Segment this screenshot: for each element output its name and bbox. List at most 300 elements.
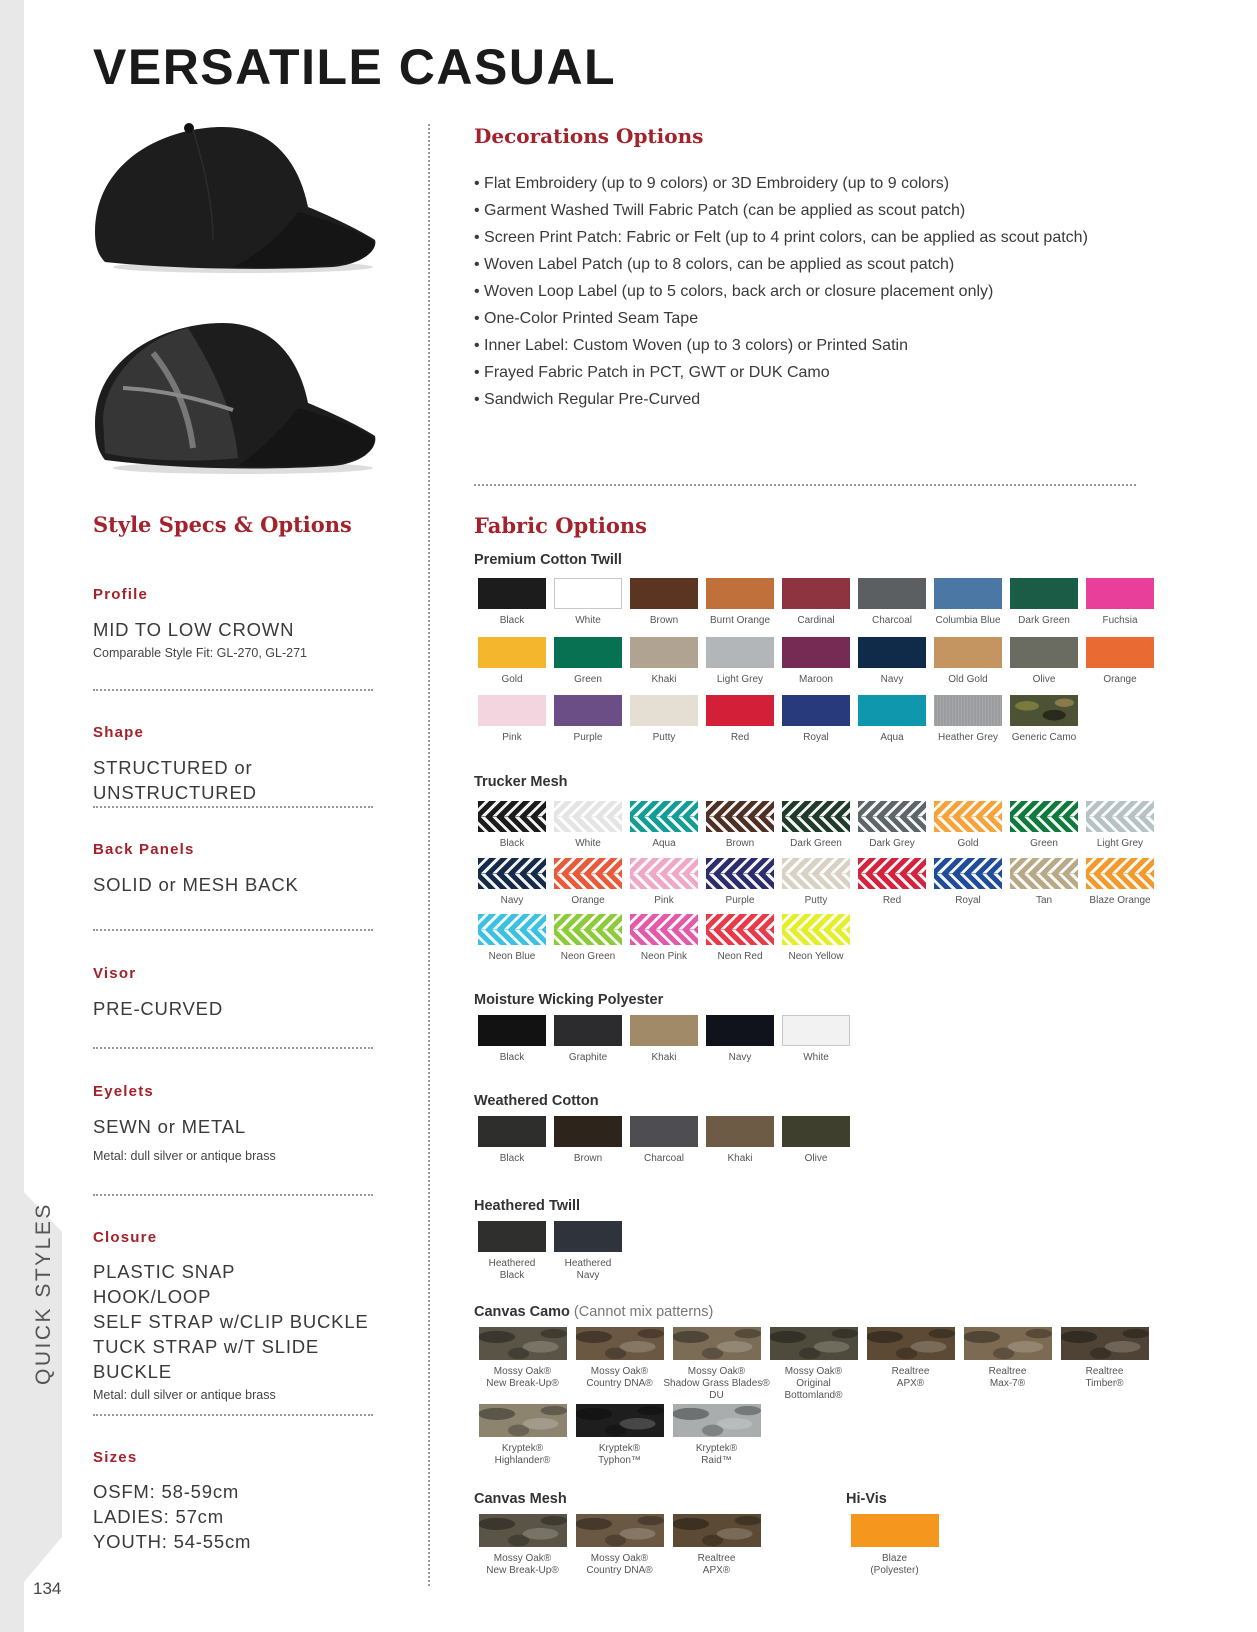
swatch-label (935, 615, 1000, 627)
swatch-label (989, 1366, 1027, 1390)
swatch-maroon (778, 637, 854, 686)
swatch-khaki (702, 1116, 778, 1165)
swatch-label-line: Fuchsia (1102, 615, 1138, 626)
swatch-label (880, 732, 903, 744)
swatch-label (717, 674, 763, 686)
list-item: • Woven Loop Label (up to 5 colors, back arch or closure placement only) (474, 278, 1088, 305)
spec-value: MID TO LOW CROWN (93, 619, 295, 640)
swatch-label (1097, 838, 1143, 850)
swatch-label-line: Pink (502, 732, 522, 743)
swatch-label-line: Light Grey (716, 674, 764, 685)
page-title: VERSATILE CASUAL (93, 39, 617, 95)
swatch-black (474, 801, 550, 850)
spec-label: Shape (93, 724, 145, 741)
spec-eyelets (93, 1083, 373, 1163)
spec-label: Profile (93, 586, 149, 603)
swatch-label (500, 1052, 524, 1064)
spec-note: Comparable Style Fit: GL-270, GL-271 (93, 646, 307, 660)
swatch-chip (706, 1116, 774, 1147)
swatch-label-line: Kryptek® (695, 1443, 738, 1454)
swatch-label (799, 674, 833, 686)
swatch-row (474, 637, 1158, 686)
swatch-chip (554, 801, 622, 832)
swatch-label (654, 895, 673, 907)
swatch-label-line: Khaki (651, 674, 677, 685)
swatch-label (653, 732, 676, 744)
divider (474, 484, 1136, 486)
divider (93, 1047, 373, 1049)
swatch-label-line: Charcoal (643, 1153, 685, 1164)
spec-label: Closure (93, 1229, 158, 1246)
spec-label: Visor (93, 965, 137, 982)
swatch-label (502, 732, 521, 744)
closure-option: HOOK/LOOP (93, 1286, 212, 1307)
fabric-heading: Fabric Options (474, 513, 647, 538)
swatch-purple (550, 695, 626, 744)
swatch-label-line: Putty (652, 732, 676, 743)
swatch-label-line: Mossy Oak® (493, 1366, 552, 1377)
swatch-label (803, 732, 829, 744)
swatch-chip (554, 1221, 622, 1252)
swatch-label (501, 674, 522, 686)
swatch-label (644, 1153, 684, 1165)
swatch-label-line: Dark Green (1018, 615, 1070, 626)
swatch-chip (858, 695, 926, 726)
swatch-chip (770, 1327, 858, 1360)
swatch-label-line: Blaze (881, 1553, 907, 1564)
swatch-chip (1010, 801, 1078, 832)
swatch-label (586, 1366, 652, 1390)
swatch-label-line: Realtree (891, 1366, 930, 1377)
swatch-label-line: Khaki (727, 1153, 753, 1164)
swatch-chip (554, 695, 622, 726)
swatch-label-line: Highlander® (494, 1455, 551, 1466)
swatch-label-line: Neon Yellow (788, 951, 844, 962)
column-divider (428, 124, 430, 1586)
spec-sizes (93, 1449, 373, 1554)
swatch-mossy-oak-new-break-up (474, 1327, 571, 1402)
swatch-chip (673, 1404, 761, 1437)
swatch-label-line: Red (882, 895, 902, 906)
swatch-label-line: Mossy Oak® (687, 1366, 746, 1377)
swatch-label-line: Mossy Oak® (784, 1366, 843, 1377)
swatch-label-line: Realtree (697, 1553, 736, 1564)
swatch-label (561, 951, 615, 963)
spec-values (93, 1259, 373, 1384)
swatch-label-line: New Break-Up® (486, 1378, 559, 1389)
swatch-light-grey (1082, 801, 1158, 850)
swatch-graphite (550, 1015, 626, 1064)
swatch-red (854, 858, 930, 907)
swatch-chip (706, 858, 774, 889)
swatch-chip (1010, 578, 1078, 609)
swatch-label (717, 951, 762, 963)
swatch-label (785, 1366, 843, 1402)
swatch-chip (706, 695, 774, 726)
swatch-label-line: Royal (955, 895, 981, 906)
swatch-label-line: Heathered (564, 1258, 612, 1269)
swatch-chip (630, 1116, 698, 1147)
decorations-heading: Decorations Options (474, 124, 704, 148)
swatch-label (1085, 1366, 1123, 1390)
swatch-chip (1086, 801, 1154, 832)
swatch-mossy-oak-new-break-up (474, 1514, 571, 1577)
swatch-row (474, 914, 854, 963)
swatch-chip (630, 695, 698, 726)
swatch-label-line: Shadow Grass Blades® (663, 1378, 770, 1389)
swatch-chip (934, 801, 1002, 832)
swatch-label-line: Charcoal (871, 615, 913, 626)
swatch-label (486, 1366, 558, 1390)
swatch-label-line: (Polyester) (870, 1565, 919, 1576)
swatch-label-line: White (803, 1052, 829, 1063)
swatch-heathered-navy (550, 1221, 626, 1282)
swatch-chip (576, 1514, 664, 1547)
list-item: • Flat Embroidery (up to 9 colors) or 3D Embroidery (up to 9 colors) (474, 170, 1088, 197)
swatch-label-line: New Break-Up® (486, 1565, 559, 1576)
swatch-label-line: Max-7® (989, 1378, 1026, 1389)
swatch-label-line: Kryptek® (598, 1443, 641, 1454)
swatch-row (474, 858, 1158, 907)
spec-label: Back Panels (93, 841, 195, 858)
swatch-label-line: Navy (576, 1270, 600, 1281)
swatch-label-line: Pink (654, 895, 674, 906)
swatch-chip (1086, 637, 1154, 668)
swatch-chip (478, 801, 546, 832)
canvas-camo-note: (Cannot mix patterns) (573, 1304, 714, 1320)
swatch-label-line: Columbia Blue (935, 615, 1001, 626)
swatch-label (500, 838, 524, 850)
swatch-chip (782, 801, 850, 832)
swatch-chip (479, 1514, 567, 1547)
spec-back-panels (93, 841, 373, 897)
swatch-label (696, 1443, 737, 1467)
swatch-old-gold (930, 637, 1006, 686)
spec-visor (93, 965, 373, 1021)
swatch-charcoal (626, 1116, 702, 1165)
swatch-label (957, 838, 978, 850)
swatch-neon-pink (626, 914, 702, 963)
swatch-label-line: Raid™ (701, 1455, 732, 1466)
swatch-label (598, 1443, 641, 1467)
swatch-label (955, 895, 981, 907)
swatch-label (575, 838, 601, 850)
swatch-label-line: Aqua (880, 732, 904, 743)
swatch-label-line: DU (709, 1390, 724, 1401)
swatch-label-line: Light Grey (1096, 838, 1144, 849)
spec-closure (93, 1229, 373, 1402)
swatch-aqua (854, 695, 930, 744)
swatch-label-line: Khaki (651, 1052, 677, 1063)
swatch-row (474, 1327, 1153, 1402)
swatch-label-line: White (575, 838, 601, 849)
closure-option: TUCK STRAP w/T SLIDE BUCKLE (93, 1336, 320, 1382)
list-item: • Garment Washed Twill Fabric Patch (can be applied as scout patch) (474, 197, 1088, 224)
spec-value: SOLID or MESH BACK (93, 874, 299, 895)
swatch-chip (554, 1015, 622, 1046)
swatch-label (575, 615, 601, 627)
swatch-dark-green (778, 801, 854, 850)
swatch-label (727, 1153, 752, 1165)
swatch-gold (474, 637, 550, 686)
swatch-blaze-polyester (846, 1514, 943, 1577)
swatch-chip (630, 858, 698, 889)
swatch-realtree-timber (1056, 1327, 1153, 1402)
swatch-label (489, 1258, 536, 1282)
swatch-chip (782, 578, 850, 609)
swatch-label (726, 838, 754, 850)
swatch-mossy-oak-country-dna (571, 1327, 668, 1402)
swatch-chip (934, 858, 1002, 889)
swatch-white (550, 578, 626, 627)
swatch-row (474, 801, 1158, 850)
swatch-label (872, 615, 912, 627)
swatch-label (1103, 674, 1136, 686)
swatch-label-line: Navy (500, 895, 524, 906)
swatch-label-line: Brown (649, 615, 679, 626)
swatch-chip (1086, 858, 1154, 889)
swatch-label-line: Original (796, 1378, 831, 1389)
swatch-label (1012, 732, 1076, 744)
swatch-realtree-apx (862, 1327, 959, 1402)
swatch-realtree-max-7 (959, 1327, 1056, 1402)
swatch-label (892, 1366, 930, 1390)
swatch-label (489, 951, 536, 963)
swatch-label (698, 1553, 736, 1577)
swatch-chip (478, 858, 546, 889)
swatch-realtree-apx (668, 1514, 765, 1577)
swatch-label-line: Black (499, 1270, 525, 1281)
swatch-label-line: Black (499, 1153, 525, 1164)
page-number: 134 (33, 1579, 62, 1598)
swatch-chip (576, 1327, 664, 1360)
polyester-heading: Moisture Wicking Polyester (474, 992, 664, 1008)
closure-option: PLASTIC SNAP (93, 1261, 236, 1282)
swatch-label (651, 1052, 676, 1064)
swatch-putty (778, 858, 854, 907)
swatch-dark-grey (854, 801, 930, 850)
swatch-red (702, 695, 778, 744)
swatch-chip (1086, 578, 1154, 609)
swatch-chip (554, 578, 622, 609)
divider (93, 806, 373, 808)
swatch-label-line: Black (499, 838, 525, 849)
swatch-khaki (626, 637, 702, 686)
spec-label: Eyelets (93, 1083, 154, 1100)
style-specs-heading: Style Specs & Options (93, 512, 352, 537)
swatch-label-line: Tan (1035, 895, 1053, 906)
swatch-label-line: Realtree (1085, 1366, 1124, 1377)
swatch-label-line: Putty (804, 895, 828, 906)
swatch-label (805, 895, 828, 907)
spec-value: STRUCTURED or UNSTRUCTURED (93, 757, 257, 803)
swatch-chip (478, 1221, 546, 1252)
size-option: YOUTH: 54-55cm (93, 1531, 252, 1552)
swatch-row (474, 578, 1158, 627)
swatch-label (569, 1052, 607, 1064)
swatch-chip (782, 914, 850, 945)
swatch-royal (778, 695, 854, 744)
divider (93, 929, 373, 931)
swatch-label-line: Aqua (652, 838, 676, 849)
swatch-black (474, 1116, 550, 1165)
swatch-pink (626, 858, 702, 907)
decorations-list (474, 170, 1088, 413)
swatch-label-line: Brown (725, 838, 755, 849)
swatch-label (486, 1553, 558, 1577)
swatch-black (474, 578, 550, 627)
swatch-mossy-oak-country-dna (571, 1514, 668, 1577)
swatch-blaze-orange (1082, 858, 1158, 907)
swatch-label-line: APX® (896, 1378, 925, 1389)
swatch-label-line: Orange (1103, 674, 1137, 685)
swatch-label-line: Olive (1032, 674, 1056, 685)
swatch-chip (934, 695, 1002, 726)
swatch-chip (554, 914, 622, 945)
swatch-gold (930, 801, 1006, 850)
swatch-label-line: Heathered (488, 1258, 536, 1269)
swatch-charcoal (854, 578, 930, 627)
swatch-label-line: Blaze Orange (1089, 895, 1151, 906)
swatch-label (729, 1052, 752, 1064)
swatch-label-line: Gold (957, 838, 979, 849)
swatch-navy (474, 858, 550, 907)
swatch-chip (858, 858, 926, 889)
swatch-label-line: White (575, 615, 601, 626)
swatch-chip (478, 1015, 546, 1046)
swatch-label-line: Country DNA® (586, 1565, 653, 1576)
swatch-label-line: Cardinal (797, 615, 835, 626)
swatch-row (474, 1015, 854, 1064)
swatch-putty (626, 695, 702, 744)
swatch-neon-red (702, 914, 778, 963)
swatch-green (1006, 801, 1082, 850)
swatch-heather-grey (930, 695, 1006, 744)
spec-shape (93, 724, 373, 805)
swatch-label (803, 1052, 829, 1064)
swatch-label (586, 1553, 652, 1577)
swatch-chip (1010, 858, 1078, 889)
swatch-chip (673, 1514, 761, 1547)
swatch-chip (554, 858, 622, 889)
swatch-tan (1006, 858, 1082, 907)
swatch-fuchsia (1082, 578, 1158, 627)
swatch-label (869, 838, 915, 850)
swatch-neon-blue (474, 914, 550, 963)
list-item: • One-Color Printed Seam Tape (474, 305, 1088, 332)
swatch-aqua (626, 801, 702, 850)
swatch-chip (630, 1015, 698, 1046)
swatch-label-line: Royal (803, 732, 829, 743)
swatch-brown (626, 578, 702, 627)
swatch-chip (706, 578, 774, 609)
swatch-label (797, 615, 834, 627)
swatch-kryptek-highlander (474, 1404, 571, 1467)
swatch-label-line: Olive (804, 1153, 828, 1164)
divider (93, 1194, 373, 1196)
swatch-chip (630, 801, 698, 832)
swatch-label-line: Red (730, 732, 750, 743)
swatch-label (652, 838, 675, 850)
swatch-chip (554, 1116, 622, 1147)
list-item: • Sandwich Regular Pre-Curved (474, 386, 1088, 413)
swatch-label (650, 615, 678, 627)
swatch-label (500, 615, 524, 627)
swatch-label (1089, 895, 1150, 907)
swatch-label (571, 895, 604, 907)
swatch-light-grey (702, 637, 778, 686)
swatch-label-line: Brown (573, 1153, 603, 1164)
canvas-camo-title: Canvas Camo (474, 1304, 570, 1320)
swatch-purple (702, 858, 778, 907)
swatch-chip (1010, 637, 1078, 668)
side-label: QUICK STYLES (32, 1202, 55, 1385)
size-option: OSFM: 58-59cm (93, 1481, 240, 1502)
swatch-label (574, 732, 603, 744)
swatch-label-line: Graphite (568, 1052, 608, 1063)
swatch-label-line: Neon Pink (640, 951, 688, 962)
spec-value: SEWN or METAL (93, 1116, 246, 1137)
swatch-label (565, 1258, 612, 1282)
swatch-label-line: Mossy Oak® (590, 1553, 649, 1564)
swatch-label-line: Typhon™ (598, 1455, 641, 1466)
swatch-row (474, 1514, 765, 1577)
swatch-label-line: Dark Green (790, 838, 842, 849)
weathered-heading: Weathered Cotton (474, 1093, 599, 1109)
swatch-brown (702, 801, 778, 850)
swatch-olive (1006, 637, 1082, 686)
swatch-label (1030, 838, 1058, 850)
divider (93, 689, 373, 691)
swatch-label (500, 1153, 524, 1165)
hivis-heading: Hi-Vis (846, 1491, 887, 1507)
swatch-chip (934, 637, 1002, 668)
swatch-label (883, 895, 901, 907)
swatch-chip (1061, 1327, 1149, 1360)
swatch-label (788, 951, 843, 963)
swatch-heathered-black (474, 1221, 550, 1282)
swatch-chip (782, 695, 850, 726)
swatch-label (870, 1553, 918, 1577)
swatch-chip (782, 1015, 850, 1046)
swatch-kryptek-raid (668, 1404, 765, 1467)
swatch-chip (478, 1116, 546, 1147)
spec-note: Metal: dull silver or antique brass (93, 1388, 276, 1402)
swatch-label-line: Mossy Oak® (493, 1553, 552, 1564)
cap-mesh-back-image (93, 318, 383, 478)
heathered-heading: Heathered Twill (474, 1198, 581, 1214)
swatch-row (474, 1221, 626, 1282)
swatch-brown (550, 1116, 626, 1165)
swatch-label-line: Old Gold (948, 674, 988, 685)
swatch-chip (782, 1116, 850, 1147)
size-option: LADIES: 57cm (93, 1506, 224, 1527)
swatch-chip (630, 637, 698, 668)
swatch-label (651, 674, 676, 686)
swatch-generic-camo (1006, 695, 1082, 744)
spec-profile (93, 586, 373, 660)
swatch-chip (858, 801, 926, 832)
swatch-navy (854, 637, 930, 686)
swatch-kryptek-typhon (571, 1404, 668, 1467)
swatch-label (495, 1443, 551, 1467)
swatch-label (938, 732, 998, 744)
swatch-olive (778, 1116, 854, 1165)
swatch-orange (550, 858, 626, 907)
swatch-chip (934, 578, 1002, 609)
list-item: • Screen Print Patch: Fabric or Felt (up to 4 print colors, can be applied as scout patch) (474, 224, 1088, 251)
swatch-chip (706, 637, 774, 668)
